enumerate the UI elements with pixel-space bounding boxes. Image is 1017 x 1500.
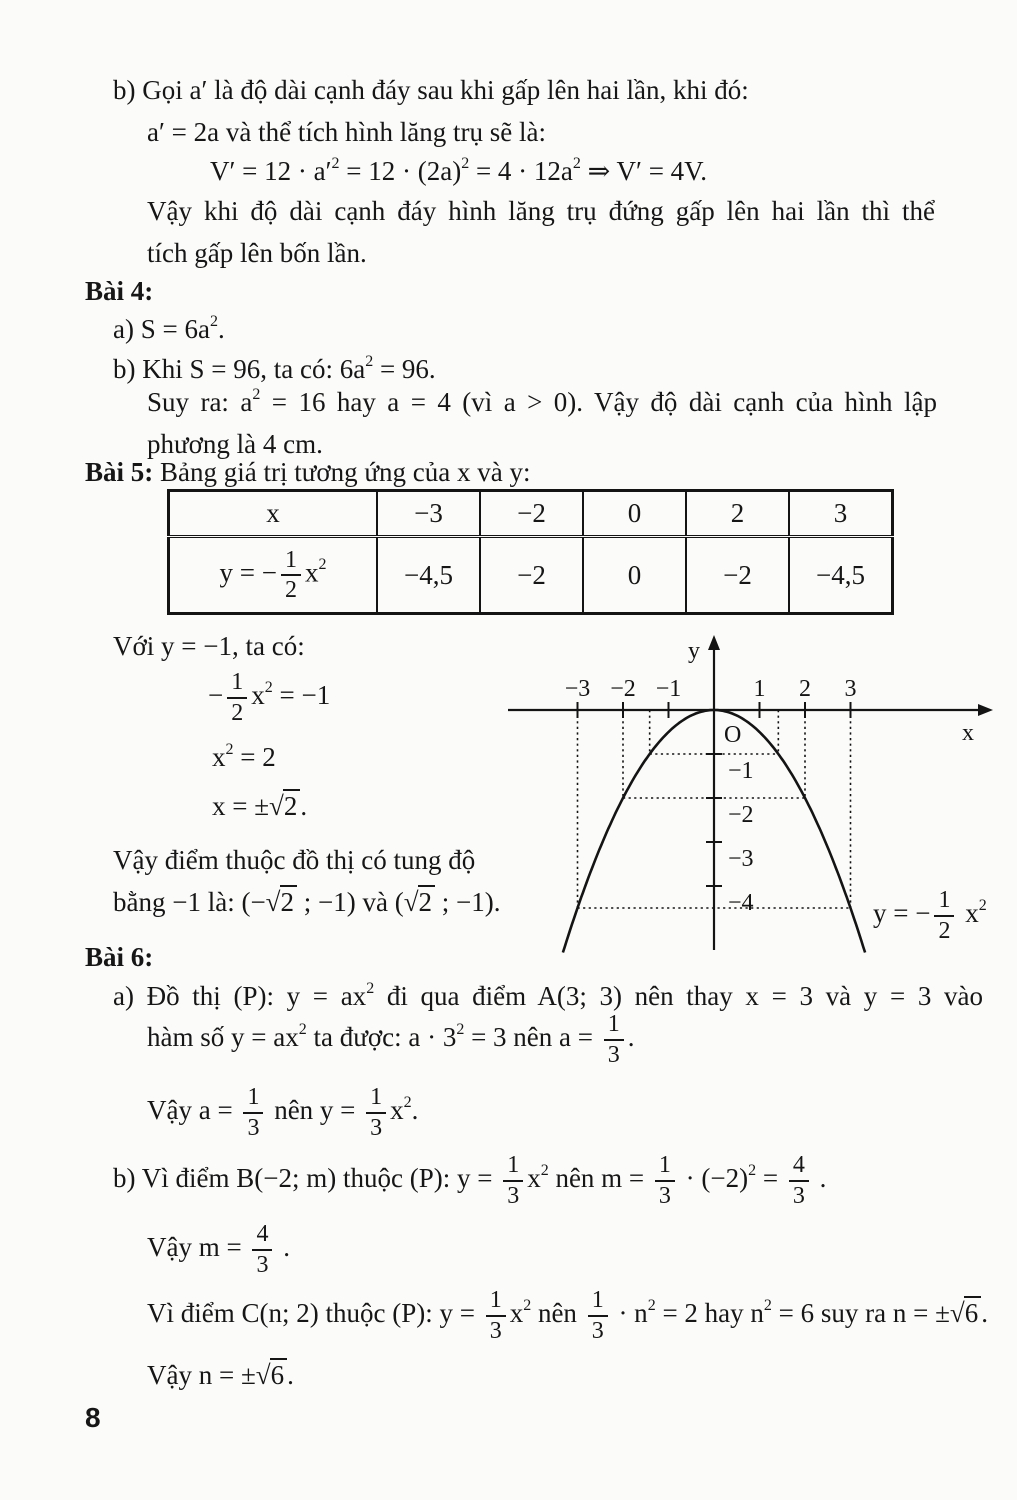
x-axis-label: x [962, 720, 974, 746]
value-table [167, 489, 894, 615]
table-header-cell: −3 [377, 491, 480, 537]
math-text: 2 [523, 1297, 532, 1314]
prism-conclusion-line2 [147, 233, 367, 273]
math-text: . [812, 1163, 827, 1193]
math-text: 2 [225, 741, 234, 758]
math-text: 2 [456, 1021, 465, 1038]
square-root: √2 [266, 885, 297, 917]
math-text: − [208, 680, 224, 710]
exercise6-heading: Bài 6: [85, 942, 154, 972]
math-text: 2 [403, 1094, 412, 1111]
fraction: $\frac{1}{3}$ [243, 1085, 263, 1140]
math-text: 2 [264, 679, 273, 696]
exercise6-b-m-conclusion [147, 1218, 290, 1276]
math-text: = 2 [233, 742, 276, 772]
math-text: . [300, 791, 308, 821]
equation-x-squared-2 [212, 737, 276, 777]
math-text: = 3 nên a = [464, 1022, 600, 1052]
points-conclusion-line1 [113, 840, 475, 880]
y-tick-label: −2 [728, 802, 754, 828]
prism-solution-line1 [113, 70, 749, 110]
math-text: Vậy a = [147, 1095, 240, 1125]
math-text: Với y = −1, ta có: [113, 631, 305, 661]
math-text: Vì điểm C(n; 2) thuộc (P): y = [147, 1298, 482, 1328]
x-tick-label: −1 [655, 676, 682, 702]
math-text: b) Vì điểm B(−2; m) thuộc (P): y = [113, 1163, 500, 1193]
math-text: x [390, 1095, 404, 1125]
fraction: $\frac{1}{2}$ [934, 888, 954, 943]
fraction: $\frac{4}{3}$ [789, 1153, 809, 1208]
math-text: phương là 4 cm. [147, 429, 323, 459]
math-text: x [527, 1163, 541, 1193]
fraction: $\frac{1}{3}$ [486, 1288, 506, 1343]
x-tick-label: 1 [753, 676, 766, 702]
math-text: b) Khi S = 96, ta có: 6a [113, 354, 366, 384]
table-value-row [169, 537, 893, 614]
math-text: Suy ra: a [147, 387, 253, 417]
math-text: y = − [219, 557, 277, 588]
math-text: nên m = [548, 1163, 651, 1193]
exercise4-part-a [113, 309, 225, 349]
math-text: đi qua điểm A(3; 3) nên thay x = 3 và y = 3 vào [374, 981, 984, 1011]
table-header-cell: −2 [480, 491, 583, 537]
math-text: 2 [298, 1021, 307, 1038]
math-text: = −1 [272, 680, 331, 710]
prism-volume-formula [210, 151, 707, 191]
square-root: √6 [950, 1296, 981, 1328]
y-axis-arrow [708, 635, 720, 650]
x-axis-arrow [978, 704, 993, 716]
math-text: = 96. [373, 354, 436, 384]
math-text: bằng −1 là: (− [113, 887, 266, 917]
exercise4-heading: Bài 4: [85, 276, 154, 306]
math-text: Vậy điểm thuộc đồ thị có tung độ [113, 845, 476, 875]
math-text: 2 [366, 980, 375, 997]
math-text: 2 [763, 1297, 772, 1314]
math-text: 2 [540, 1162, 549, 1179]
table-header-cell: 0 [583, 491, 686, 537]
math-text: hàm số y = ax [147, 1022, 299, 1052]
math-text: y = − [873, 898, 931, 928]
math-text: 2 [252, 386, 261, 403]
square-root: √2 [404, 885, 435, 917]
table-function-label [169, 537, 378, 614]
table-header-x: x [169, 491, 378, 537]
y-tick-label: −1 [728, 758, 754, 784]
math-text: 2 [748, 1162, 757, 1179]
x-tick-label: 3 [844, 676, 857, 702]
math-text: = 16 hay a = 4 (vì a > 0). Vậy độ dài cạnh của hình lập [260, 387, 937, 417]
math-text: 2 [978, 897, 987, 914]
math-text: Vậy n = ± [147, 1360, 256, 1390]
math-text: x [509, 1298, 524, 1328]
origin-label: O [724, 722, 742, 748]
math-text: · n [611, 1298, 648, 1328]
math-text: a′ = 2a và thể tích hình lăng trụ sẽ là: [147, 117, 547, 147]
exercise6-b-line1 [113, 1149, 826, 1207]
exercise4-deduction-line1 [147, 382, 937, 422]
math-text: 2 [331, 155, 340, 172]
math-text: ; −1). [435, 887, 501, 917]
exercise6-b-n-conclusion [147, 1355, 294, 1395]
fraction: $\frac{1}{3}$ [655, 1153, 675, 1208]
math-text: V′ = 12 · a′ [210, 156, 332, 186]
math-text: tích gấp lên bốn lần. [147, 238, 367, 268]
exercise5-heading-label: Bài 5: [85, 457, 154, 487]
square-root: √6 [256, 1358, 287, 1390]
curve-equation-label [873, 884, 987, 942]
math-text: 2 [365, 353, 374, 370]
math-text: ta được: a · 3 [306, 1022, 457, 1052]
with-y-intro [113, 626, 305, 666]
prism-conclusion-line1 [147, 191, 935, 231]
table-header-cell: 2 [686, 491, 789, 537]
math-text: 2 [461, 155, 470, 172]
math-text: x [304, 557, 319, 588]
math-text: . [217, 314, 225, 344]
math-text: x [212, 742, 226, 772]
math-text: ⇒ V′ = 4V. [580, 156, 707, 186]
math-text: . [627, 1022, 635, 1052]
math-text: x [958, 898, 979, 928]
math-text: = 4 · 12a [469, 156, 573, 186]
math-text: a) Đồ thị (P): y = ax [113, 981, 367, 1011]
math-text: Vậy khi độ dài cạnh đáy hình lăng trụ đứng gấp lên hai lần thì thể [147, 196, 935, 226]
y-axis-label: y [688, 638, 700, 664]
math-text: = 6 suy ra n = ± [771, 1298, 950, 1328]
fraction: $\frac{1}{3}$ [503, 1153, 523, 1208]
math-text: ; −1) và ( [297, 887, 404, 917]
math-text: = [756, 1163, 785, 1193]
math-text: x [251, 680, 265, 710]
exercise6-b-line3 [147, 1284, 988, 1342]
y-tick-label: −3 [728, 846, 754, 872]
math-text: . [287, 1360, 294, 1390]
x-tick-label: −2 [610, 676, 636, 702]
math-text: 2 [318, 556, 327, 574]
math-text: . [981, 1298, 988, 1328]
equation-x-sqrt2 [212, 786, 307, 826]
x-tick-label: 2 [799, 676, 811, 702]
x-tick-label: −3 [564, 676, 591, 702]
table-value-cell: −2 [480, 537, 583, 614]
math-text: 2 [647, 1297, 656, 1314]
exercise5-heading-text: Bảng giá trị tương ứng của x và y: [153, 457, 531, 487]
table-header-cell: 3 [789, 491, 893, 537]
points-conclusion-line2 [113, 882, 501, 922]
fraction: $\frac{1}{3}$ [366, 1085, 386, 1140]
math-text: · (−2) [678, 1163, 749, 1193]
page-number: 8 [85, 1402, 101, 1433]
table-value-cell: −2 [686, 537, 789, 614]
math-text: x = ± [212, 791, 270, 821]
math-text: . [411, 1095, 419, 1125]
math-text: = 12 · (2a) [339, 156, 462, 186]
square-root: √2 [269, 789, 300, 821]
equation-half-x-squared [208, 666, 330, 724]
table-value-cell: −4,5 [377, 537, 480, 614]
y-tick-label: −4 [728, 890, 754, 916]
math-text: nên y = [267, 1095, 363, 1125]
table-value-cell: −4,5 [789, 537, 893, 614]
table-value-cell: 0 [583, 537, 686, 614]
math-text: Vậy m = [147, 1232, 249, 1262]
math-text: . [276, 1232, 290, 1262]
math-text: b) Gọi a′ là độ dài cạnh đáy sau khi gấp lên hai lần, khi đó: [113, 75, 749, 105]
exercise6-a-line2 [147, 1008, 635, 1066]
math-text: = 2 hay n [655, 1298, 764, 1328]
math-text: nên [531, 1298, 584, 1328]
math-text: a) S = 6a [113, 314, 210, 344]
math-text: 2 [572, 155, 581, 172]
exercise6-a-conclusion [147, 1081, 418, 1139]
prism-solution-line2 [147, 112, 546, 152]
exercise5-heading [85, 452, 531, 492]
fraction: $\frac{1}{2}$ [281, 548, 301, 603]
fraction: $\frac{1}{3}$ [604, 1012, 624, 1067]
fraction: $\frac{4}{3}$ [252, 1222, 272, 1277]
math-text: 2 [209, 313, 218, 330]
fraction: $\frac{1}{3}$ [588, 1288, 608, 1343]
table-header-row [169, 491, 893, 537]
fraction: $\frac{1}{2}$ [227, 670, 247, 725]
